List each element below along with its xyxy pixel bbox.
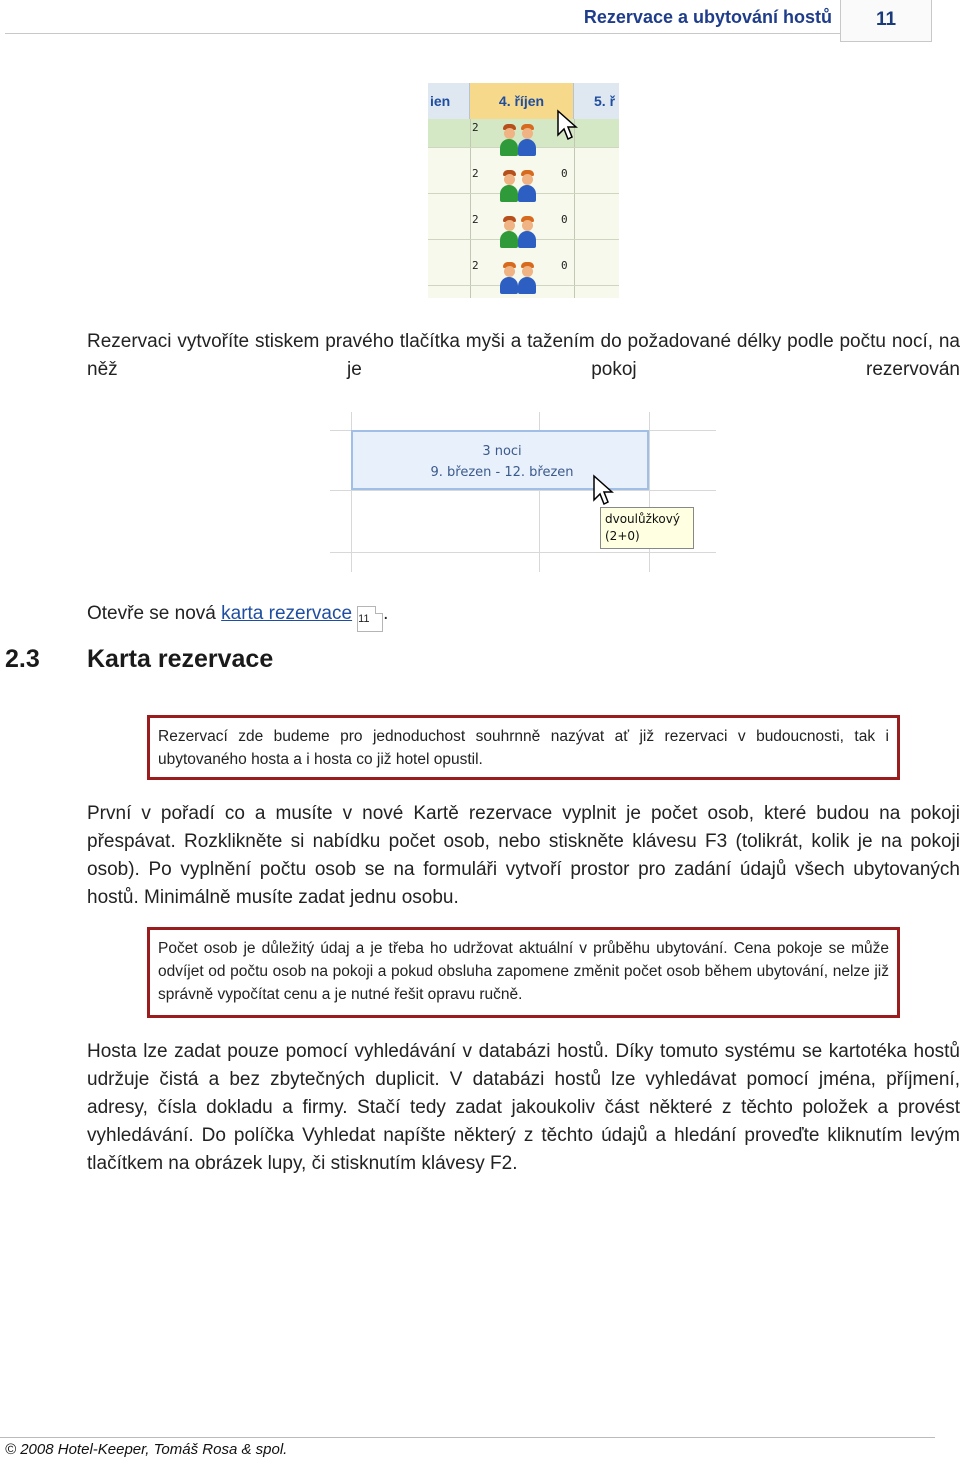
- room-extra: 0: [561, 167, 568, 180]
- reservation-card-link[interactable]: karta rezervace: [221, 603, 353, 624]
- paragraph-text: Rezervaci vytvoříte stiskem pravého tlačítka myši a tažením do požadované délky podle počtu nocí, na něž je pokoj rezervován: [87, 331, 960, 380]
- room-extra: 0: [561, 259, 568, 272]
- room-type-tooltip: [600, 507, 694, 549]
- calendar-grid-line: [470, 119, 471, 298]
- paragraph-person-count: [87, 800, 960, 912]
- note-text: Počet osob je důležitý údaj a je třeba ho udržovat aktuální v průběhu ubytování. Cena pokoje se může odvíjet od počtu osob na pokoji a pokud obsluha zapomene změnit počet osob během ubytování, nelze již správně vypočítat cenu a je nutné řešit opravu ručně.: [158, 940, 889, 1003]
- paragraph-create-reservation: [87, 328, 960, 384]
- grid-line: [330, 490, 716, 491]
- note-box-reservation-definition: [147, 715, 900, 780]
- guest-male-icon: [500, 263, 518, 297]
- calendar-col-prev: ien: [428, 83, 470, 119]
- footer-divider: [0, 1437, 935, 1438]
- note-box-person-count: [147, 927, 900, 1018]
- room-capacity: 2: [472, 121, 479, 134]
- section-number: 2.3: [5, 645, 40, 673]
- room-capacity: 2: [472, 213, 479, 226]
- tooltip-occupancy: (2+0): [605, 529, 640, 543]
- page-number: 11: [840, 0, 932, 42]
- reservation-range: 9. březen - 12. březen: [430, 465, 574, 480]
- open-line-text: Otevře se nová: [87, 603, 222, 624]
- paragraph-guest-search: [87, 1038, 960, 1178]
- guest-female-icon: [500, 171, 518, 205]
- room-extra: 0: [561, 213, 568, 226]
- reservation-nights: 3 noci: [482, 444, 522, 459]
- room-capacity: 2: [472, 167, 479, 180]
- section-title: Karta rezervace: [87, 645, 274, 673]
- calendar-col-current: 4. říjen: [470, 83, 574, 119]
- mouse-cursor-icon: [556, 109, 578, 143]
- open-line-end: .: [383, 603, 389, 624]
- guest-male-icon: [518, 217, 536, 251]
- guest-female-icon: [500, 217, 518, 251]
- page-reference-icon[interactable]: 11: [357, 606, 383, 632]
- running-header-title: Rezervace a ubytování hostů: [583, 7, 832, 27]
- paragraph-text: První v pořadí co a musíte v nové Kartě rezervace vyplnit je počet osob, které budou na pokoji přespávat. Rozklikněte si nabídku počet osob, nebo stiskněte klávesu F3 (tolikrát, kolik je na pokoji osob). Po vyplnění počtu osob se na formuláři vytvoří prostor pro zadání údajů všech ubytovaných hostů. Minimálně musíte zadat jednu osobu.: [87, 803, 960, 908]
- guest-male-icon: [518, 263, 536, 297]
- reservation-drag-screenshot: [330, 412, 716, 572]
- guest-male-icon: [518, 125, 536, 159]
- calendar-grid-line: [574, 119, 575, 298]
- calendar-header: [428, 83, 619, 119]
- calendar-screenshot: [428, 83, 619, 298]
- note-text: Rezervací zde budeme pro jednoduchost souhrnně nazývat ať již rezervaci v budoucnosti, tak i ubytovaného hosta a i hosta co již hotel opustil.: [158, 728, 889, 768]
- header-divider: [5, 33, 840, 34]
- grid-line: [330, 552, 716, 553]
- footer-copyright: © 2008 Hotel-Keeper, Tomáš Rosa & spol.: [5, 1441, 288, 1458]
- guest-female-icon: [500, 125, 518, 159]
- paragraph-text: Hosta lze zadat pouze pomocí vyhledávání v databázi hostů. Díky tomuto systému se kartotéka hostů udržuje čistá a bez zbytečných duplicit. V databázi hostů lze vyhledávat pomocí jména, příjmení, adresy, čísla dokladu a firmy. Stačí tedy zadat jakoukoliv část některé z těchto položek a provést vyhledávání. Do políčka Vyhledat napíšte některý z těchto údajů a hledání proveďte kliknutím levým tlačítkem na obrázek lupy, či stisknutím klávesy F2.: [87, 1041, 960, 1174]
- guest-male-icon: [518, 171, 536, 205]
- room-capacity: 2: [472, 259, 479, 272]
- open-card-line: [87, 600, 960, 632]
- tooltip-room-type: dvoulůžkový: [605, 512, 680, 526]
- calendar-col-next: 5. ř: [574, 83, 619, 119]
- mouse-cursor-icon: [592, 474, 614, 508]
